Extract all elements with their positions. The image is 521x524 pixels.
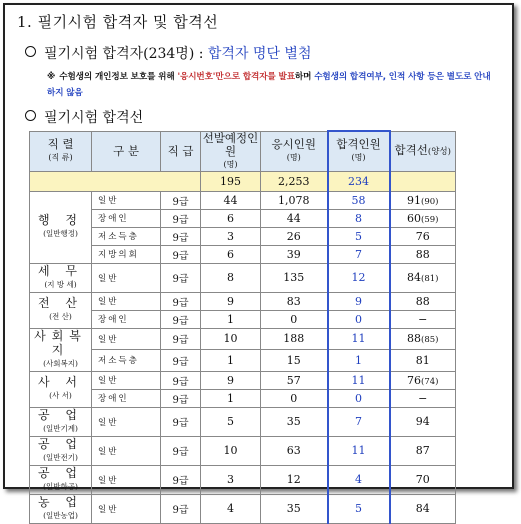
- cutoff-cell: [390, 245, 456, 263]
- division-cell: 일반: [92, 407, 161, 436]
- series-name: 행 정: [38, 213, 83, 227]
- series-cell: [30, 191, 92, 263]
- series-name: 사 서: [38, 375, 83, 389]
- division-cell: 일반: [92, 494, 161, 523]
- series-name: 공 업: [38, 407, 83, 422]
- cutoff-cell: [390, 350, 456, 372]
- series-sub: (사 서): [49, 391, 72, 400]
- planned-cell: 44: [201, 191, 261, 209]
- division-cell: 일반: [92, 436, 161, 465]
- table-row: [30, 292, 456, 310]
- applicants-cell: 0: [261, 389, 328, 407]
- col-header-series: 직 렬 (직 류): [30, 131, 92, 171]
- table-row: [30, 310, 456, 328]
- passed-cell: 8: [328, 209, 390, 227]
- privacy-note: [47, 69, 497, 101]
- planned-cell: 3: [201, 227, 261, 245]
- planned-cell: 6: [201, 209, 261, 227]
- table-row: [30, 227, 456, 245]
- series-name: 공 업: [38, 465, 83, 480]
- table-row: [30, 389, 456, 407]
- col-header-grade: 직 급: [161, 131, 201, 171]
- table-row: [30, 494, 456, 523]
- planned-cell: 3: [201, 465, 261, 494]
- planned-cell: 6: [201, 245, 261, 263]
- planned-cell: 10: [201, 328, 261, 350]
- division-cell: 일반: [92, 263, 161, 292]
- table-row: [30, 245, 456, 263]
- passed-cell: 5: [328, 494, 390, 523]
- cutoff-value: 94: [415, 415, 430, 428]
- passed-cell: 1: [328, 350, 390, 372]
- planned-cell: 9: [201, 371, 261, 389]
- applicants-cell: 0: [261, 310, 328, 328]
- cutoff-sub: (90): [421, 196, 439, 207]
- passed-cell: 11: [328, 371, 390, 389]
- cutoff-cell: [390, 227, 456, 245]
- series-sub: (일반화공): [43, 481, 78, 491]
- cutoff-cell: [390, 371, 456, 389]
- cutoff-value: −: [418, 312, 428, 326]
- series-sub: (지 방 세): [44, 279, 77, 289]
- grade-cell: 9급: [161, 389, 201, 407]
- section-passers: [25, 43, 311, 63]
- series-cell: [30, 436, 92, 465]
- cutoff-value: 88: [415, 247, 430, 261]
- series-sub: (일반기계): [43, 423, 78, 433]
- cutoff-sub: (85): [421, 335, 439, 346]
- cutoff-value: 76: [415, 229, 430, 243]
- division-cell: 저소득층: [92, 227, 161, 245]
- passed-cell: 12: [328, 263, 390, 292]
- col-header-passed: 합격인원 (명): [328, 131, 390, 171]
- document-frame: [3, 3, 514, 520]
- grade-cell: 9급: [161, 191, 201, 209]
- grade-cell: 9급: [161, 227, 201, 245]
- passed-cell: 11: [328, 328, 390, 350]
- series-name: 공 업: [38, 436, 83, 451]
- series-name: 사회복지: [34, 328, 87, 357]
- col-header-cutoff: 합격선(양성): [390, 131, 456, 171]
- total-label-cell: [30, 171, 201, 191]
- planned-cell: 8: [201, 263, 261, 292]
- grade-cell: 9급: [161, 407, 201, 436]
- applicants-cell: 188: [261, 328, 328, 350]
- cutoff-cell: [390, 436, 456, 465]
- total-row: [30, 171, 456, 191]
- division-cell: 장애인: [92, 389, 161, 407]
- cutoff-value: 88: [415, 294, 430, 308]
- section-cutoff-label: 필기시험 합격선: [44, 110, 144, 126]
- grade-cell: 9급: [161, 371, 201, 389]
- cutoff-cell: [390, 389, 456, 407]
- grade-cell: 9급: [161, 328, 201, 350]
- passed-cell: 4: [328, 465, 390, 494]
- cutoff-sub: (74): [421, 376, 439, 387]
- applicants-cell: 35: [261, 407, 328, 436]
- series-cell: [30, 371, 92, 407]
- series-sub: (사회복지): [43, 358, 78, 368]
- grade-cell: 9급: [161, 263, 201, 292]
- division-cell: 일반: [92, 191, 161, 209]
- note-text-blue: 수험생의 합격여부, 인적 사항 등은 별도로 안내하지 않음: [47, 72, 491, 98]
- grade-cell: 9급: [161, 465, 201, 494]
- series-cell: [30, 494, 92, 523]
- table-header-row: [30, 131, 456, 171]
- passed-cell: 5: [328, 227, 390, 245]
- cutoff-cell: [390, 310, 456, 328]
- cutoff-table: [29, 130, 456, 524]
- total-planned: 195: [201, 171, 261, 191]
- bullet-circle-icon: [25, 46, 36, 57]
- cutoff-sub: (81): [421, 274, 439, 284]
- cutoff-cell: [390, 191, 456, 209]
- series-sub: (일반농업): [43, 510, 78, 520]
- series-cell: [30, 407, 92, 436]
- series-cell: [30, 465, 92, 494]
- grade-cell: 9급: [161, 436, 201, 465]
- section-cutoff: [25, 107, 143, 127]
- page-heading: 1. 필기시험 합격자 및 합격선: [17, 13, 219, 31]
- planned-cell: 9: [201, 292, 261, 310]
- cutoff-value: 87: [415, 444, 430, 457]
- cutoff-value: 88: [407, 332, 422, 346]
- cutoff-value: 60: [407, 211, 422, 225]
- grade-cell: 9급: [161, 310, 201, 328]
- cutoff-value: 91: [407, 193, 422, 207]
- col-header-applicants: 응시인원 (명): [261, 131, 328, 171]
- division-cell: 장애인: [92, 209, 161, 227]
- division-cell: 일반: [92, 328, 161, 350]
- planned-cell: 1: [201, 310, 261, 328]
- table-row: [30, 209, 456, 227]
- grade-cell: 9급: [161, 292, 201, 310]
- series-sub: (일반행정): [43, 229, 78, 238]
- note-mark: ※: [47, 72, 56, 82]
- grade-cell: 9급: [161, 494, 201, 523]
- planned-cell: 5: [201, 407, 261, 436]
- cutoff-value: 84: [407, 271, 422, 284]
- planned-cell: 4: [201, 494, 261, 523]
- cutoff-value: 84: [415, 502, 430, 515]
- division-cell: 지방의회: [92, 245, 161, 263]
- applicants-cell: 44: [261, 209, 328, 227]
- cutoff-value: 70: [415, 473, 430, 486]
- applicants-cell: 135: [261, 263, 328, 292]
- total-applicants: 2,253: [261, 171, 328, 191]
- table-row: [30, 465, 456, 494]
- cutoff-cell: [390, 263, 456, 292]
- series-cell: [30, 328, 92, 371]
- passed-cell: 7: [328, 407, 390, 436]
- note-text-red: '응시번호'만으로 합격자를 발표: [177, 72, 295, 82]
- grade-cell: 9급: [161, 245, 201, 263]
- table-row: [30, 350, 456, 372]
- section-passers-label: 필기시험 합격자(234명) :: [44, 46, 208, 62]
- series-name: 농 업: [38, 494, 83, 509]
- total-passed: 234: [328, 171, 390, 191]
- applicants-cell: 63: [261, 436, 328, 465]
- series-name: 세 무: [38, 263, 83, 278]
- cutoff-value: −: [418, 391, 428, 405]
- note-text-1: 수험생의 개인정보 보호를 위해: [59, 72, 178, 82]
- col-header-division: 구 분: [92, 131, 161, 171]
- series-cell: [30, 292, 92, 328]
- cutoff-cell: [390, 292, 456, 310]
- cutoff-cell: [390, 328, 456, 350]
- passed-cell: 7: [328, 245, 390, 263]
- applicants-cell: 1,078: [261, 191, 328, 209]
- passed-cell: 58: [328, 191, 390, 209]
- grade-cell: 9급: [161, 209, 201, 227]
- passed-cell: 0: [328, 310, 390, 328]
- division-cell: 일반: [92, 292, 161, 310]
- applicants-cell: 35: [261, 494, 328, 523]
- cutoff-sub: (59): [421, 214, 439, 225]
- applicants-cell: 57: [261, 371, 328, 389]
- passed-cell: 11: [328, 436, 390, 465]
- passed-cell: 9: [328, 292, 390, 310]
- series-name: 전 산: [38, 296, 83, 310]
- table-row: [30, 191, 456, 209]
- series-sub: (일반전기): [43, 452, 78, 462]
- division-cell: 저소득층: [92, 350, 161, 372]
- planned-cell: 1: [201, 389, 261, 407]
- table-row: [30, 328, 456, 350]
- applicants-cell: 15: [261, 350, 328, 372]
- cutoff-cell: [390, 209, 456, 227]
- planned-cell: 1: [201, 350, 261, 372]
- division-cell: 장애인: [92, 310, 161, 328]
- cutoff-cell: [390, 407, 456, 436]
- applicants-cell: 39: [261, 245, 328, 263]
- section-passers-highlight: 합격자 명단 별첨: [207, 46, 312, 62]
- table-row: [30, 407, 456, 436]
- series-cell: [30, 263, 92, 292]
- note-text-2: 하며: [294, 72, 315, 82]
- applicants-cell: 83: [261, 292, 328, 310]
- total-cutoff: [390, 171, 456, 191]
- cutoff-cell: [390, 465, 456, 494]
- series-sub: (전 산): [49, 312, 72, 321]
- passed-cell: 0: [328, 389, 390, 407]
- planned-cell: 10: [201, 436, 261, 465]
- grade-cell: 9급: [161, 350, 201, 372]
- applicants-cell: 12: [261, 465, 328, 494]
- applicants-cell: 26: [261, 227, 328, 245]
- division-cell: 일반: [92, 371, 161, 389]
- table-row: [30, 263, 456, 292]
- cutoff-value: 76: [407, 373, 422, 387]
- bullet-circle-icon: [25, 110, 36, 121]
- division-cell: 일반: [92, 465, 161, 494]
- cutoff-cell: [390, 494, 456, 523]
- table-row: [30, 371, 456, 389]
- table-row: [30, 436, 456, 465]
- cutoff-value: 81: [415, 353, 430, 367]
- col-header-planned: 선발예정인원 (명): [201, 131, 261, 171]
